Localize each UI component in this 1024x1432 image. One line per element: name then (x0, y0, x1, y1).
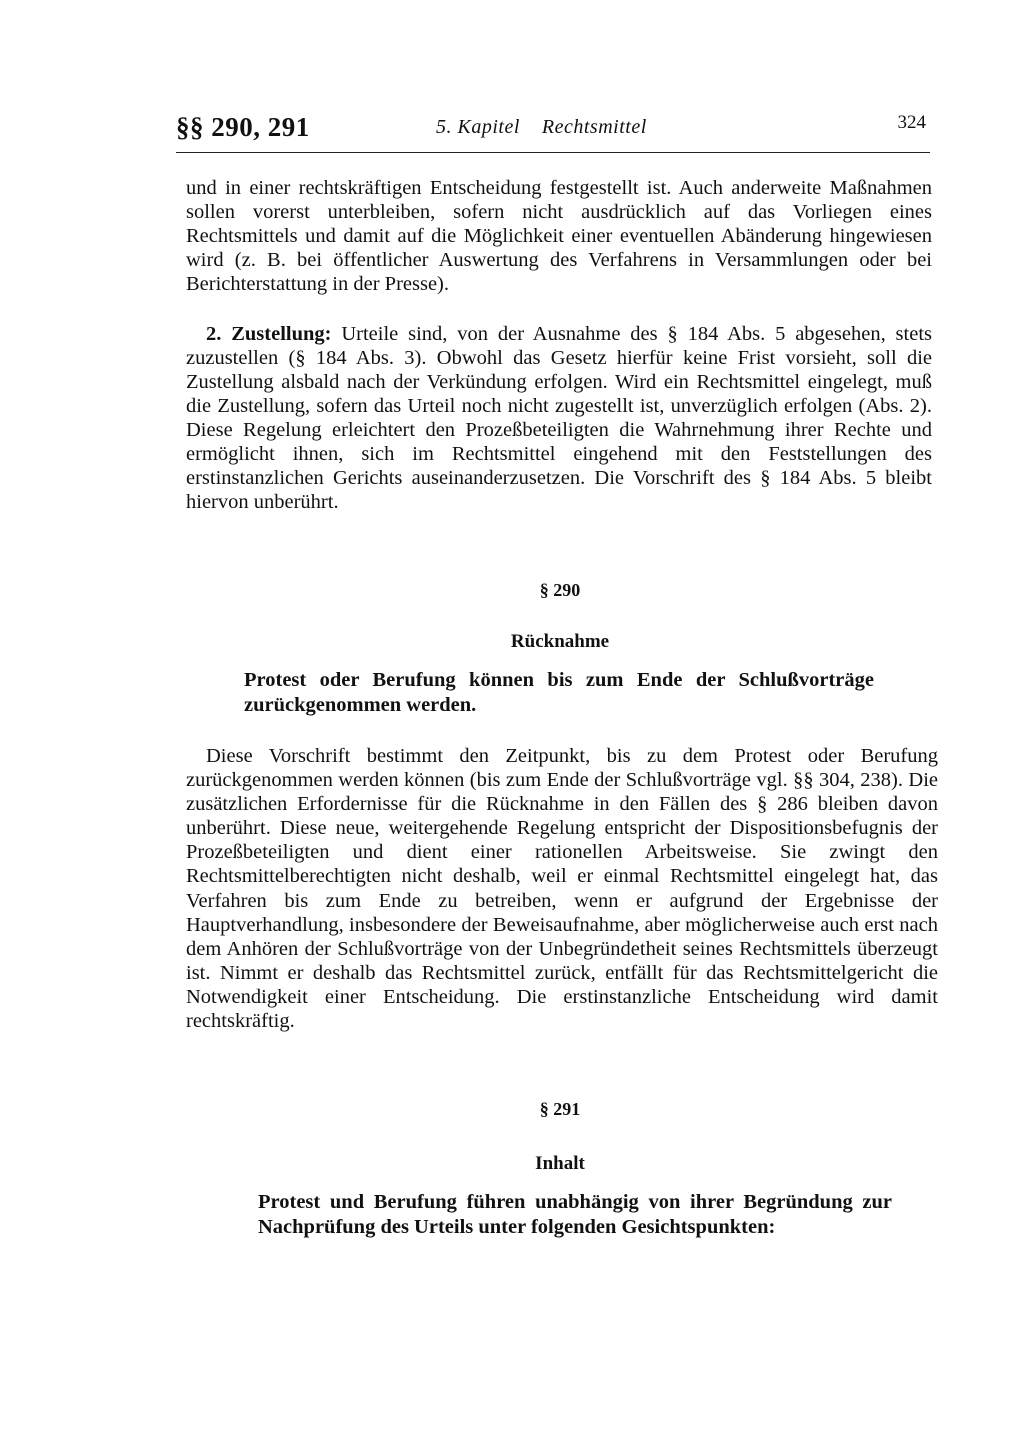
running-header (176, 112, 930, 153)
section-290-title: Rücknahme (510, 631, 610, 652)
page-number: 324 (897, 112, 926, 133)
section-290-statute: Protest oder Berufung können bis zum Ende der Schlußvorträge zurückgenommen werden. (244, 669, 874, 716)
paragraph-zustellung (186, 322, 932, 514)
header-chapter-title: Rechtsmittel (541, 116, 647, 138)
section-291-statute: Protest und Berufung führen unabhängig von ihrer Begründung zur Nachprüfung des Urteils unter folgenden Gesichtspunkten: (258, 1191, 892, 1238)
section-291-title: Inhalt (535, 1153, 585, 1174)
section-291-number: § 291 (539, 1099, 581, 1119)
header-chapter-number: 5. Kapitel (436, 116, 520, 138)
section-290-number: § 290 (539, 580, 581, 600)
paragraph-zustellung-lead: 2. Zustellung: (206, 323, 332, 345)
paragraph-continuation: und in einer rechtskräftigen Entscheidung festgestellt ist. Auch anderweite Maßnahmen sollen vorerst unterbleiben, sofern nicht ausdrücklich auf das Vorliegen eines Rechtsmittels und damit auf die Möglichkeit einer eventuellen Abänderung hingewiesen wird (z. B. bei öffentlicher Auswertung des Verfahrens in Versammlungen oder bei Berichterstattung in der Presse). (186, 177, 932, 295)
header-section-reference: §§ 290, 291 (176, 112, 310, 142)
header-chapter (436, 116, 647, 139)
section-290-commentary: Diese Vorschrift bestimmt den Zeitpunkt, bis zu dem Protest oder Berufung zurückgenommen werden können (bis zum Ende der Schlußvorträge vgl. §§ 304, 238). Die zusätzlichen Erfordernisse für die Rücknahme in den Fällen des § 286 bleiben davon unberührt. Diese neue, weitergehende Regelung entspricht der Dispositionsbefugnis der Prozeßbeteiligten und dient einer rationellen Arbeitsweise. Sie zwingt den Rechtsmittelberechtigten nicht deshalb, weil er einmal Rechtsmittel eingelegt hat, das Verfahren bis zum Ende zu betreiben, wenn er aufgrund der Ergebnisse der Hauptverhandlung, insbesondere der Beweisaufnahme, aber möglicherweise auch erst nach dem Anhören der Schlußvorträge von der Unbegründetheit seines Rechtsmittels überzeugt ist. Nimmt er deshalb das Rechtsmittel zurück, entfällt für das Rechtsmittelgericht die Notwendigkeit einer Entscheidung. Die erstinstanzliche Entscheidung wird damit rechtskräftig. (186, 745, 938, 1033)
paragraph-zustellung-text: Urteile sind, von der Ausnahme des § 184 Abs. 5 abgesehen, stets zuzustellen (§ 184 Abs. 3). Obwohl das Gesetz hierfür keine Frist vorsieht, soll die Zustellung alsbald nach der Verkündung erfolgen. Wird ein Rechtsmittel eingelegt, muß die Zustellung, sofern das Urteil noch nicht zugestellt ist, unverzüglich erfolgen (Abs. 2). Diese Regelung erleichtert den Prozeßbeteiligten die Wahrnehmung ihrer Rechte und ermöglicht ihnen, sich im Rechtsmittel eingehend mit den Feststellungen des erstinstanzlichen Gerichts auseinanderzusetzen. Die Vorschrift des § 184 Abs. 5 bleibt hiervon unberührt. (186, 323, 932, 513)
